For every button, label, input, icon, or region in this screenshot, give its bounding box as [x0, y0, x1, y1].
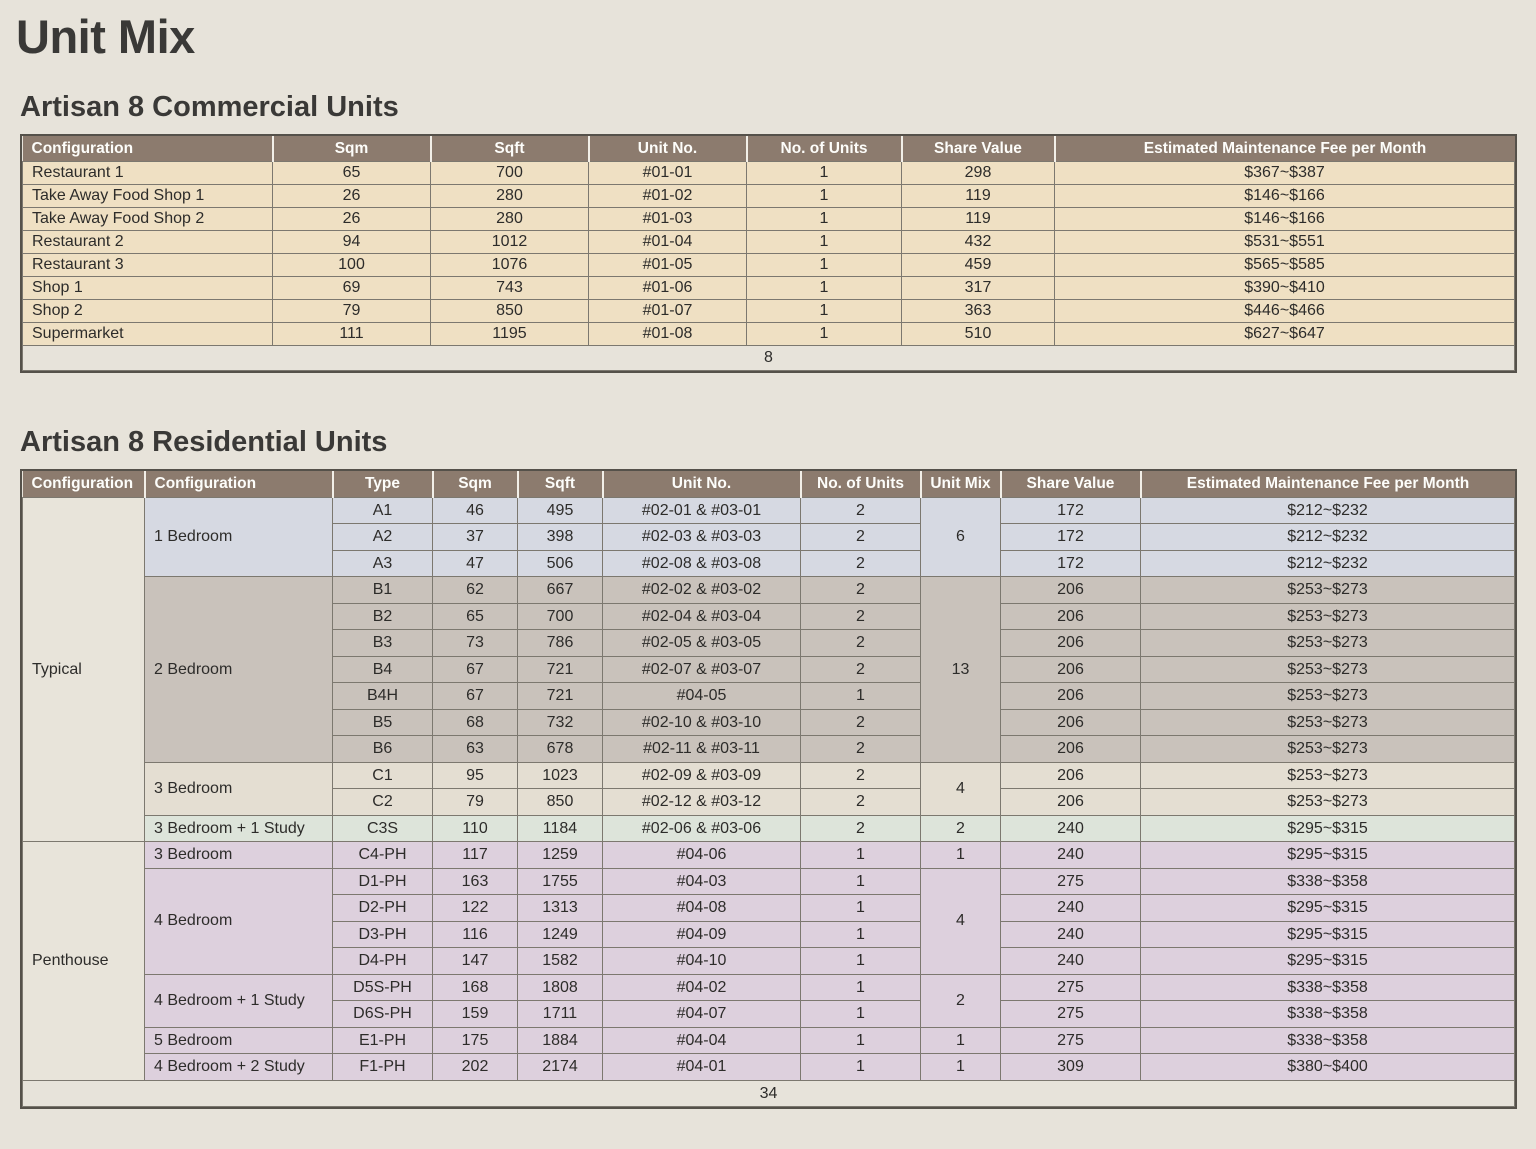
sqft-cell: 1582	[518, 948, 603, 975]
no-of-units-cell: 2	[801, 815, 921, 842]
sqm-cell: 122	[433, 895, 518, 922]
no-of-units-cell: 2	[801, 577, 921, 604]
fee-cell: $446~$466	[1055, 300, 1515, 323]
sqft-cell: 732	[518, 709, 603, 736]
column-header: Sqft	[431, 136, 589, 162]
config-cell: Restaurant 1	[23, 162, 273, 185]
unit-mix-cell: 1	[921, 1027, 1001, 1054]
header-row	[23, 136, 1515, 162]
share-value-cell: 275	[1001, 1001, 1141, 1028]
footer-row	[23, 1080, 1515, 1107]
no-of-units-cell: 1	[801, 683, 921, 710]
no-of-units-cell: 1	[747, 208, 902, 231]
table-row	[23, 974, 1515, 1001]
commercial-total: 8	[23, 346, 1515, 371]
column-header: Sqm	[273, 136, 431, 162]
type-cell: D2-PH	[333, 895, 433, 922]
unit-no-cell: #01-06	[589, 277, 747, 300]
sqm-cell: 62	[433, 577, 518, 604]
type-cell: F1-PH	[333, 1054, 433, 1081]
residential-section	[16, 427, 1518, 1109]
sqft-cell: 850	[518, 789, 603, 816]
commercial-table-wrap	[20, 134, 1517, 374]
unit-no-cell: #04-04	[603, 1027, 801, 1054]
column-header: Share Value	[902, 136, 1055, 162]
sqft-cell: 743	[431, 277, 589, 300]
unit-no-cell: #02-04 & #03-04	[603, 603, 801, 630]
table-row	[23, 277, 1515, 300]
type-cell: A1	[333, 497, 433, 524]
sqft-cell: 506	[518, 550, 603, 577]
type-cell: B2	[333, 603, 433, 630]
table-row	[23, 497, 1515, 524]
fee-cell: $627~$647	[1055, 323, 1515, 346]
unit-no-cell: #04-10	[603, 948, 801, 975]
unit-mix-cell: 2	[921, 815, 1001, 842]
footer-row	[23, 346, 1515, 371]
no-of-units-cell: 2	[801, 762, 921, 789]
type-cell: D4-PH	[333, 948, 433, 975]
sqm-cell: 73	[433, 630, 518, 657]
share-value-cell: 206	[1001, 577, 1141, 604]
category-cell: Penthouse	[23, 842, 145, 1081]
no-of-units-cell: 1	[801, 868, 921, 895]
column-header: Configuration	[23, 471, 145, 497]
type-cell: B5	[333, 709, 433, 736]
sqm-cell: 67	[433, 683, 518, 710]
no-of-units-cell: 1	[801, 1054, 921, 1081]
fee-cell: $390~$410	[1055, 277, 1515, 300]
sqm-cell: 68	[433, 709, 518, 736]
sqm-cell: 26	[273, 185, 431, 208]
sqft-cell: 1884	[518, 1027, 603, 1054]
fee-cell: $212~$232	[1141, 550, 1515, 577]
header-row	[23, 471, 1515, 497]
fee-cell: $253~$273	[1141, 603, 1515, 630]
unit-no-cell: #01-04	[589, 231, 747, 254]
sqm-cell: 69	[273, 277, 431, 300]
sqft-cell: 667	[518, 577, 603, 604]
sqm-cell: 117	[433, 842, 518, 869]
sqft-cell: 850	[431, 300, 589, 323]
share-value-cell: 298	[902, 162, 1055, 185]
category-cell: Typical	[23, 497, 145, 842]
table-row	[23, 231, 1515, 254]
fee-cell: $146~$166	[1055, 208, 1515, 231]
share-value-cell: 240	[1001, 948, 1141, 975]
fee-cell: $565~$585	[1055, 254, 1515, 277]
commercial-section	[16, 92, 1518, 373]
sqft-cell: 1195	[431, 323, 589, 346]
unit-no-cell: #02-09 & #03-09	[603, 762, 801, 789]
unit-no-cell: #02-05 & #03-05	[603, 630, 801, 657]
sqm-cell: 63	[433, 736, 518, 763]
fee-cell: $295~$315	[1141, 895, 1515, 922]
no-of-units-cell: 1	[801, 842, 921, 869]
table-footer	[23, 1080, 1515, 1107]
share-value-cell: 206	[1001, 683, 1141, 710]
column-header: Unit No.	[589, 136, 747, 162]
sqm-cell: 111	[273, 323, 431, 346]
table-row	[23, 208, 1515, 231]
column-header: Configuration	[145, 471, 333, 497]
type-cell: D5S-PH	[333, 974, 433, 1001]
config-cell: 4 Bedroom	[145, 868, 333, 974]
no-of-units-cell: 2	[801, 603, 921, 630]
column-header: Type	[333, 471, 433, 497]
fee-cell: $338~$358	[1141, 974, 1515, 1001]
config-cell: 4 Bedroom + 1 Study	[145, 974, 333, 1027]
sqft-cell: 1711	[518, 1001, 603, 1028]
column-header: Sqft	[518, 471, 603, 497]
config-cell: Take Away Food Shop 1	[23, 185, 273, 208]
sqm-cell: 79	[273, 300, 431, 323]
fee-cell: $253~$273	[1141, 630, 1515, 657]
share-value-cell: 206	[1001, 736, 1141, 763]
fee-cell: $253~$273	[1141, 683, 1515, 710]
config-cell: Supermarket	[23, 323, 273, 346]
table-row	[23, 577, 1515, 604]
sqm-cell: 26	[273, 208, 431, 231]
sqm-cell: 65	[273, 162, 431, 185]
unit-no-cell: #02-02 & #03-02	[603, 577, 801, 604]
share-value-cell: 206	[1001, 709, 1141, 736]
unit-no-cell: #02-06 & #03-06	[603, 815, 801, 842]
sqm-cell: 175	[433, 1027, 518, 1054]
no-of-units-cell: 1	[747, 300, 902, 323]
sqft-cell: 1755	[518, 868, 603, 895]
sqm-cell: 100	[273, 254, 431, 277]
sqft-cell: 280	[431, 185, 589, 208]
unit-mix-cell: 13	[921, 577, 1001, 763]
sqm-cell: 79	[433, 789, 518, 816]
sqft-cell: 280	[431, 208, 589, 231]
config-cell: Shop 1	[23, 277, 273, 300]
unit-no-cell: #04-06	[603, 842, 801, 869]
unit-no-cell: #02-12 & #03-12	[603, 789, 801, 816]
config-cell: 4 Bedroom + 2 Study	[145, 1054, 333, 1081]
table-body	[23, 162, 1515, 346]
sqft-cell: 786	[518, 630, 603, 657]
no-of-units-cell: 1	[747, 277, 902, 300]
sqm-cell: 37	[433, 524, 518, 551]
sqm-cell: 202	[433, 1054, 518, 1081]
residential-table	[22, 471, 1515, 1107]
share-value-cell: 172	[1001, 524, 1141, 551]
type-cell: B3	[333, 630, 433, 657]
residential-table-wrap	[20, 469, 1517, 1109]
sqft-cell: 398	[518, 524, 603, 551]
column-header: Unit Mix	[921, 471, 1001, 497]
config-cell: 3 Bedroom	[145, 762, 333, 815]
column-header: Configuration	[23, 136, 273, 162]
config-cell: 1 Bedroom	[145, 497, 333, 577]
unit-no-cell: #04-02	[603, 974, 801, 1001]
share-value-cell: 363	[902, 300, 1055, 323]
type-cell: D3-PH	[333, 921, 433, 948]
no-of-units-cell: 1	[801, 1027, 921, 1054]
share-value-cell: 240	[1001, 842, 1141, 869]
type-cell: B6	[333, 736, 433, 763]
type-cell: B4H	[333, 683, 433, 710]
sqm-cell: 46	[433, 497, 518, 524]
no-of-units-cell: 2	[801, 550, 921, 577]
share-value-cell: 206	[1001, 603, 1141, 630]
share-value-cell: 275	[1001, 974, 1141, 1001]
sqm-cell: 65	[433, 603, 518, 630]
fee-cell: $295~$315	[1141, 842, 1515, 869]
fee-cell: $212~$232	[1141, 524, 1515, 551]
share-value-cell: 206	[1001, 762, 1141, 789]
column-header: No. of Units	[801, 471, 921, 497]
sqft-cell: 1259	[518, 842, 603, 869]
unit-no-cell: #02-11 & #03-11	[603, 736, 801, 763]
fee-cell: $295~$315	[1141, 948, 1515, 975]
no-of-units-cell: 2	[801, 709, 921, 736]
no-of-units-cell: 2	[801, 789, 921, 816]
commercial-heading: Artisan 8 Commercial Units	[20, 91, 399, 124]
type-cell: D1-PH	[333, 868, 433, 895]
share-value-cell: 206	[1001, 789, 1141, 816]
column-header: Share Value	[1001, 471, 1141, 497]
table-body	[23, 497, 1515, 1080]
sqft-cell: 2174	[518, 1054, 603, 1081]
residential-total: 34	[23, 1080, 1515, 1107]
no-of-units-cell: 2	[801, 656, 921, 683]
sqm-cell: 95	[433, 762, 518, 789]
sqft-cell: 721	[518, 656, 603, 683]
unit-no-cell: #04-03	[603, 868, 801, 895]
sqm-cell: 147	[433, 948, 518, 975]
type-cell: A3	[333, 550, 433, 577]
no-of-units-cell: 1	[747, 323, 902, 346]
sqft-cell: 495	[518, 497, 603, 524]
type-cell: C1	[333, 762, 433, 789]
unit-mix-cell: 6	[921, 497, 1001, 577]
config-cell: Shop 2	[23, 300, 273, 323]
share-value-cell: 275	[1001, 868, 1141, 895]
sqft-cell: 1184	[518, 815, 603, 842]
type-cell: D6S-PH	[333, 1001, 433, 1028]
table-row	[23, 1027, 1515, 1054]
no-of-units-cell: 1	[747, 185, 902, 208]
unit-no-cell: #02-08 & #03-08	[603, 550, 801, 577]
table-row	[23, 842, 1515, 869]
fee-cell: $253~$273	[1141, 789, 1515, 816]
no-of-units-cell: 1	[801, 921, 921, 948]
unit-no-cell: #01-07	[589, 300, 747, 323]
table-footer	[23, 346, 1515, 371]
share-value-cell: 432	[902, 231, 1055, 254]
table-row	[23, 300, 1515, 323]
unit-mix-cell: 1	[921, 842, 1001, 869]
type-cell: C4-PH	[333, 842, 433, 869]
config-cell: Restaurant 3	[23, 254, 273, 277]
config-cell: 5 Bedroom	[145, 1027, 333, 1054]
no-of-units-cell: 1	[801, 974, 921, 1001]
share-value-cell: 275	[1001, 1027, 1141, 1054]
sqm-cell: 67	[433, 656, 518, 683]
fee-cell: $295~$315	[1141, 815, 1515, 842]
sqft-cell: 700	[431, 162, 589, 185]
fee-cell: $253~$273	[1141, 736, 1515, 763]
sqm-cell: 94	[273, 231, 431, 254]
no-of-units-cell: 2	[801, 497, 921, 524]
config-cell: Take Away Food Shop 2	[23, 208, 273, 231]
unit-no-cell: #02-03 & #03-03	[603, 524, 801, 551]
no-of-units-cell: 1	[801, 948, 921, 975]
share-value-cell: 510	[902, 323, 1055, 346]
table-row	[23, 815, 1515, 842]
table-row	[23, 868, 1515, 895]
config-cell: 3 Bedroom + 1 Study	[145, 815, 333, 842]
column-header: Estimated Maintenance Fee per Month	[1141, 471, 1515, 497]
unit-no-cell: #04-01	[603, 1054, 801, 1081]
table-row	[23, 254, 1515, 277]
sqm-cell: 163	[433, 868, 518, 895]
config-cell: 3 Bedroom	[145, 842, 333, 869]
type-cell: C2	[333, 789, 433, 816]
sqft-cell: 1313	[518, 895, 603, 922]
table-row	[23, 323, 1515, 346]
type-cell: B1	[333, 577, 433, 604]
no-of-units-cell: 2	[801, 630, 921, 657]
unit-no-cell: #04-05	[603, 683, 801, 710]
sqft-cell: 1249	[518, 921, 603, 948]
fee-cell: $338~$358	[1141, 1001, 1515, 1028]
no-of-units-cell: 2	[801, 524, 921, 551]
share-value-cell: 172	[1001, 497, 1141, 524]
unit-no-cell: #04-09	[603, 921, 801, 948]
table-row	[23, 1054, 1515, 1081]
fee-cell: $295~$315	[1141, 921, 1515, 948]
fee-cell: $253~$273	[1141, 577, 1515, 604]
no-of-units-cell: 1	[801, 1001, 921, 1028]
sqft-cell: 678	[518, 736, 603, 763]
sqm-cell: 116	[433, 921, 518, 948]
sqft-cell: 1076	[431, 254, 589, 277]
config-cell: Restaurant 2	[23, 231, 273, 254]
share-value-cell: 317	[902, 277, 1055, 300]
fee-cell: $531~$551	[1055, 231, 1515, 254]
sqft-cell: 721	[518, 683, 603, 710]
unit-mix-cell: 1	[921, 1054, 1001, 1081]
share-value-cell: 172	[1001, 550, 1141, 577]
fee-cell: $146~$166	[1055, 185, 1515, 208]
residential-heading: Artisan 8 Residential Units	[20, 426, 388, 459]
fee-cell: $380~$400	[1141, 1054, 1515, 1081]
unit-mix-cell: 4	[921, 868, 1001, 974]
unit-mix-cell: 2	[921, 974, 1001, 1027]
table-row	[23, 162, 1515, 185]
unit-no-cell: #04-08	[603, 895, 801, 922]
unit-no-cell: #04-07	[603, 1001, 801, 1028]
sqm-cell: 110	[433, 815, 518, 842]
commercial-table	[22, 136, 1515, 372]
unit-no-cell: #02-10 & #03-10	[603, 709, 801, 736]
share-value-cell: 206	[1001, 630, 1141, 657]
type-cell: A2	[333, 524, 433, 551]
table-header	[23, 136, 1515, 162]
share-value-cell: 206	[1001, 656, 1141, 683]
unit-no-cell: #01-01	[589, 162, 747, 185]
unit-no-cell: #01-05	[589, 254, 747, 277]
no-of-units-cell: 1	[747, 231, 902, 254]
page-title: Unit Mix	[16, 10, 195, 63]
fee-cell: $367~$387	[1055, 162, 1515, 185]
unit-no-cell: #02-07 & #03-07	[603, 656, 801, 683]
share-value-cell: 459	[902, 254, 1055, 277]
share-value-cell: 240	[1001, 921, 1141, 948]
no-of-units-cell: 1	[801, 895, 921, 922]
fee-cell: $253~$273	[1141, 656, 1515, 683]
unit-no-cell: #01-03	[589, 208, 747, 231]
type-cell: B4	[333, 656, 433, 683]
table-header	[23, 471, 1515, 497]
table-row	[23, 762, 1515, 789]
no-of-units-cell: 2	[801, 736, 921, 763]
unit-no-cell: #01-08	[589, 323, 747, 346]
fee-cell: $338~$358	[1141, 1027, 1515, 1054]
share-value-cell: 240	[1001, 815, 1141, 842]
share-value-cell: 240	[1001, 895, 1141, 922]
sqft-cell: 1012	[431, 231, 589, 254]
column-header: No. of Units	[747, 136, 902, 162]
fee-cell: $212~$232	[1141, 497, 1515, 524]
config-cell: 2 Bedroom	[145, 577, 333, 763]
share-value-cell: 119	[902, 185, 1055, 208]
column-header: Unit No.	[603, 471, 801, 497]
unit-no-cell: #01-02	[589, 185, 747, 208]
share-value-cell: 309	[1001, 1054, 1141, 1081]
sqm-cell: 168	[433, 974, 518, 1001]
unit-no-cell: #02-01 & #03-01	[603, 497, 801, 524]
sqm-cell: 47	[433, 550, 518, 577]
no-of-units-cell: 1	[747, 162, 902, 185]
table-row	[23, 185, 1515, 208]
share-value-cell: 119	[902, 208, 1055, 231]
type-cell: E1-PH	[333, 1027, 433, 1054]
sqm-cell: 159	[433, 1001, 518, 1028]
column-header: Estimated Maintenance Fee per Month	[1055, 136, 1515, 162]
column-header: Sqm	[433, 471, 518, 497]
fee-cell: $253~$273	[1141, 762, 1515, 789]
type-cell: C3S	[333, 815, 433, 842]
sqft-cell: 1023	[518, 762, 603, 789]
fee-cell: $253~$273	[1141, 709, 1515, 736]
no-of-units-cell: 1	[747, 254, 902, 277]
unit-mix-cell: 4	[921, 762, 1001, 815]
sqft-cell: 1808	[518, 974, 603, 1001]
fee-cell: $338~$358	[1141, 868, 1515, 895]
sqft-cell: 700	[518, 603, 603, 630]
